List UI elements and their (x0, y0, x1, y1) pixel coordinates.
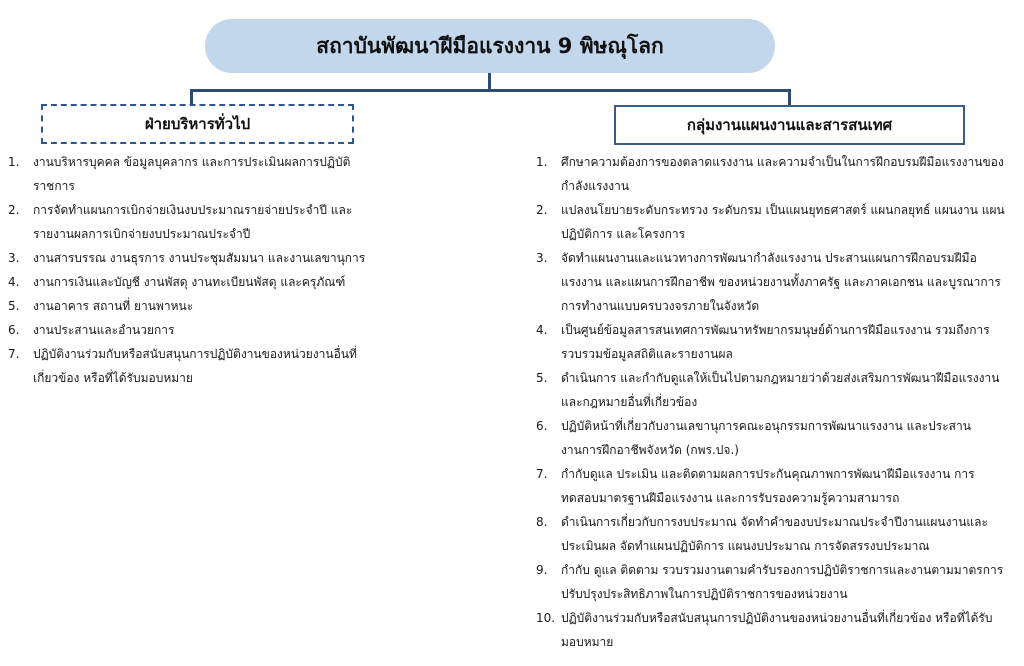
list-item-number: 2. (536, 203, 548, 217)
list-item-number: 1. (536, 155, 548, 169)
list-item-number: 3. (536, 251, 548, 265)
list-item-text: ดำเนินการเกี่ยวกับการงบประมาณ จัดทำคำของบประมาณประจำปีงานแผนงานและประเมินผล จัดทำแผนปฏิบัติการ แผนงบประมาณ การจัดสรรงบประมาณ (561, 515, 988, 553)
list-item-number: 7. (8, 347, 20, 361)
connector-right-drop (788, 89, 791, 105)
list-item-number: 5. (8, 299, 20, 313)
list-item-number: 2. (8, 203, 20, 217)
list-item-number: 1. (8, 155, 20, 169)
list-item (8, 270, 380, 294)
connector-horizontal-bar (190, 89, 790, 92)
list-item-number: 3. (8, 251, 20, 265)
list-item-text: กำกับ ดูแล ติดตาม รวบรวมงานตามคำรับรองการปฏิบัติราชการและงานตามมาตรการปรับปรุงประสิทธิภาพในการปฏิบัติราชการของหน่วยงาน (561, 563, 1004, 601)
list-item (536, 318, 1010, 366)
list-item-number: 4. (8, 275, 20, 289)
list-item-number: 6. (536, 419, 548, 433)
list-item-text: งานอาคาร สถานที่ ยานพาหนะ (33, 299, 194, 313)
list-item (8, 318, 380, 342)
division-box-general-administration: ฝ่ายบริหารทั่วไป (41, 104, 354, 144)
list-item (536, 558, 1010, 606)
list-item (536, 606, 1010, 654)
list-item-number: 10. (536, 611, 556, 625)
list-item-text: งานสารบรรณ งานธุรการ งานประชุมสัมมนา และงานเลขานุการ (33, 251, 366, 265)
list-item-text: ศึกษาความต้องการของตลาดแรงงาน และความจำเป็นในการฝึกอบรมฝีมือแรงงานของกำลังแรงงาน (561, 155, 1004, 193)
list-item-number: 5. (536, 371, 548, 385)
list-item (8, 246, 380, 270)
list-item (536, 246, 1010, 318)
org-title: สถาบันพัฒนาฝีมือแรงงาน 9 พิษณุโลก (205, 19, 775, 73)
list-item (536, 414, 1010, 462)
list-item-number: 9. (536, 563, 548, 577)
list-item-text: งานประสานและอำนวยการ (33, 323, 175, 337)
list-item-number: 8. (536, 515, 548, 529)
list-item-text: กำกับดูแล ประเมิน และติดตามผลการประกันคุณภาพการพัฒนาฝีมือแรงงาน การทดสอบมาตรฐานฝีมือแรงงาน และการรับรองความรู้ความสามารถ (561, 467, 975, 505)
list-item-text: งานการเงินและบัญชี งานพัสดุ งานทะเบียนพัสดุ และครุภัณฑ์ (33, 275, 346, 289)
connector-title-stem (488, 73, 491, 90)
planning-information-duty-list (536, 150, 1010, 654)
list-item-text: แปลงนโยบายระดับกระทรวง ระดับกรม เป็นแผนยุทธศาสตร์ แผนกลยุทธ์ แผนงาน แผนปฏิบัติการ และโครงการ (561, 203, 1005, 241)
division-box-planning-information: กลุ่มงานแผนงานและสารสนเทศ (614, 105, 965, 145)
list-item-text: การจัดทำแผนการเบิกจ่ายเงินงบประมาณรายจ่ายประจำปี และรายงานผลการเบิกจ่ายงบประมาณประจำปี (33, 203, 353, 241)
list-item (536, 510, 1010, 558)
list-item-number: 7. (536, 467, 548, 481)
list-item (8, 198, 380, 246)
list-item (536, 462, 1010, 510)
list-item-text: ปฏิบัติงานร่วมกับหรือสนับสนุนการปฏิบัติงานของหน่วยงานอื่นที่เกี่ยวข้อง หรือที่ได้รับมอบหมาย (33, 347, 357, 385)
general-administration-duty-list (8, 150, 380, 390)
list-item-text: งานบริหารบุคคล ข้อมูลบุคลากร และการประเมินผลการปฏิบัติราชการ (33, 155, 351, 193)
list-item (536, 198, 1010, 246)
list-item-number: 6. (8, 323, 20, 337)
connector-left-drop (190, 89, 193, 104)
list-item-text: ปฏิบัติงานร่วมกับหรือสนับสนุนการปฏิบัติงานของหน่วยงานอื่นที่เกี่ยวข้อง หรือที่ได้รับมอบหมาย (561, 611, 993, 649)
list-item (536, 150, 1010, 198)
list-item (536, 366, 1010, 414)
list-item-text: ปฏิบัติหน้าที่เกี่ยวกับงานเลขานุการคณะอนุกรรมการพัฒนาแรงงาน และประสานงานการฝึกอาชีพจังหวัด (กพร.ปจ.) (561, 419, 971, 457)
list-item-text: เป็นศูนย์ข้อมูลสารสนเทศการพัฒนาทรัพยากรมนุษย์ด้านการฝีมือแรงงาน รวมถึงการรวบรวมข้อมูลสถิติและรายงานผล (561, 323, 990, 361)
list-item (8, 294, 380, 318)
list-item-text: จัดทำแผนงานและแนวทางการพัฒนากำลังแรงงาน ประสานแผนการฝึกอบรมฝีมือแรงงาน และแผนการฝึกอาชีพ ของหน่วยงานทั้งภาครัฐ และภาคเอกชน และบูรณาการการทำงานแบบครบวงจรภายในจังหวัด (561, 251, 1001, 313)
list-item-number: 4. (536, 323, 548, 337)
list-item (8, 150, 380, 198)
list-item (8, 342, 380, 390)
list-item-text: ดำเนินการ และกำกับดูแลให้เป็นไปตามกฎหมายว่าด้วยส่งเสริมการพัฒนาฝีมือแรงงาน และกฎหมายอื่นที่เกี่ยวข้อง (561, 371, 1000, 409)
